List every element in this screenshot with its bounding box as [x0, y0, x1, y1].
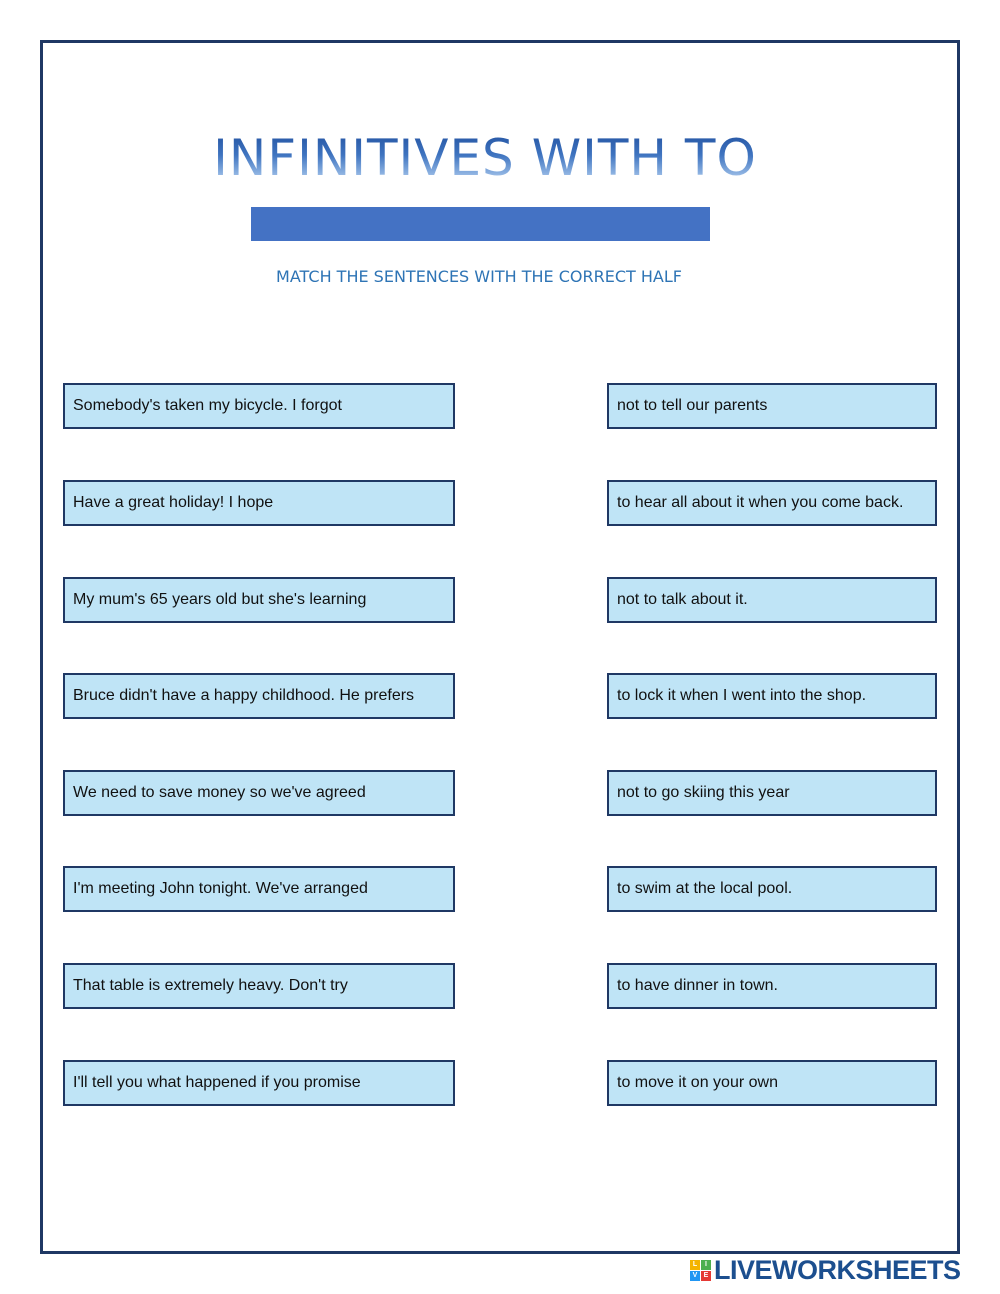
left-item[interactable]: I'm meeting John tonight. We've arranged — [63, 866, 455, 912]
right-item[interactable]: not to go skiing this year — [607, 770, 937, 816]
left-item[interactable]: Bruce didn't have a happy childhood. He prefers — [63, 673, 455, 719]
logo-tile: V — [690, 1271, 700, 1281]
right-item[interactable]: to swim at the local pool. — [607, 866, 937, 912]
right-item[interactable]: to have dinner in town. — [607, 963, 937, 1009]
liveworksheets-icon — [690, 1260, 711, 1281]
right-item[interactable]: to move it on your own — [607, 1060, 937, 1106]
title-answer-bar — [251, 207, 710, 241]
right-item[interactable]: not to talk about it. — [607, 577, 937, 623]
liveworksheets-logo — [690, 1253, 961, 1287]
logo-tile: E — [701, 1271, 711, 1281]
left-item[interactable]: We need to save money so we've agreed — [63, 770, 455, 816]
right-item[interactable]: to hear all about it when you come back. — [607, 480, 937, 526]
left-item[interactable]: That table is extremely heavy. Don't try — [63, 963, 455, 1009]
left-item[interactable]: I'll tell you what happened if you promise — [63, 1060, 455, 1106]
right-item[interactable]: to lock it when I went into the shop. — [607, 673, 937, 719]
instruction-text: MATCH THE SENTENCES WITH THE CORRECT HALF — [276, 267, 682, 286]
logo-tile: L — [690, 1260, 700, 1270]
worksheet-title: INFINITIVES WITH TO — [0, 128, 970, 188]
logo-tile: I — [701, 1260, 711, 1270]
left-item[interactable]: Have a great holiday! I hope — [63, 480, 455, 526]
brand-name: LIVEWORKSHEETS — [714, 1254, 961, 1285]
left-item[interactable]: Somebody's taken my bicycle. I forgot — [63, 383, 455, 429]
right-item[interactable]: not to tell our parents — [607, 383, 937, 429]
left-item[interactable]: My mum's 65 years old but she's learning — [63, 577, 455, 623]
